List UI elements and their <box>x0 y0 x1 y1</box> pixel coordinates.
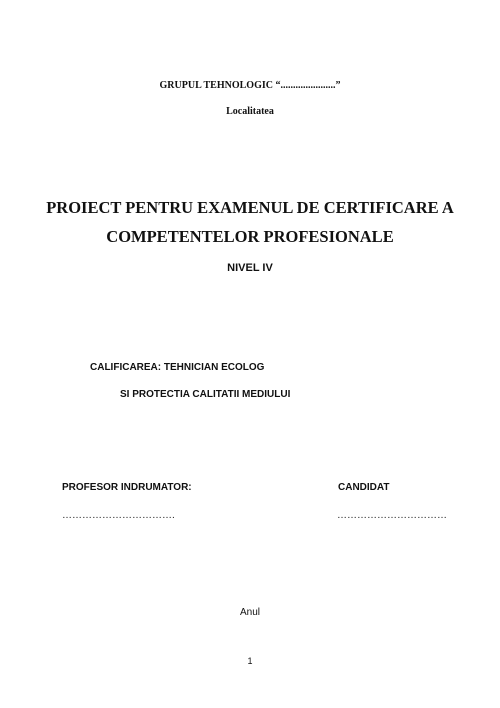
professor-label: PROFESOR INDRUMATOR: <box>62 482 192 493</box>
candidate-signature-line: …………………………… <box>337 510 447 521</box>
school-name: GRUPUL TEHNOLOGIC “......................” <box>159 80 341 91</box>
level-label: NIVEL IV <box>227 262 273 274</box>
candidate-label: CANDIDAT <box>338 482 390 493</box>
professor-signature-line: ……………………………. <box>62 510 175 521</box>
qualification-line-2: SI PROTECTIA CALITATII MEDIULUI <box>120 389 291 400</box>
qualification-line-1: CALIFICAREA: TEHNICIAN ECOLOG <box>90 362 265 373</box>
page-number: 1 <box>247 656 253 666</box>
locality-label: Localitatea <box>226 106 274 117</box>
project-title-line-2: COMPETENTELOR PROFESIONALE <box>106 227 394 246</box>
project-title-line-1: PROIECT PENTRU EXAMENUL DE CERTIFICARE A <box>46 198 454 217</box>
year-label: Anul <box>239 607 260 618</box>
